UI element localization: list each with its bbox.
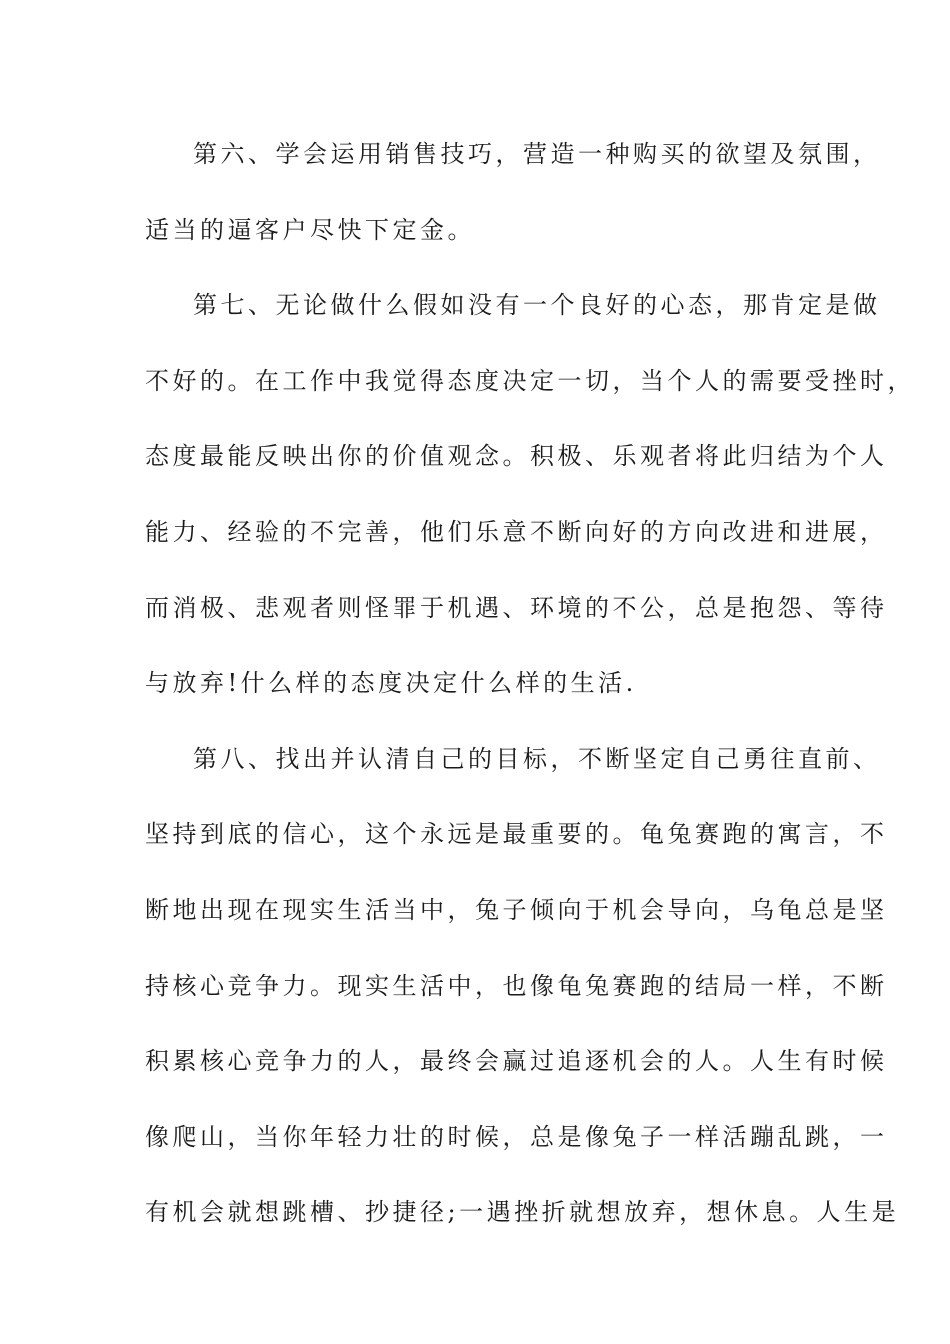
text-line: 持核心竞争力。现实生活中，也像龟兔赛跑的结局一样，不断	[145, 971, 888, 1000]
text-line: 坚持到底的信心，这个永远是最重要的。龟兔赛跑的寓言，不	[145, 820, 888, 849]
text-line: 像爬山，当你年轻力壮的时候，总是像兔子一样活蹦乱跳，一	[145, 1122, 888, 1151]
text-line: 态度最能反映出你的价值观念。积极、乐观者将此归结为个人	[145, 442, 888, 471]
text-line: 与放弃!什么样的态度决定什么样的生活.	[145, 669, 637, 698]
text-line: 能力、经验的不完善，他们乐意不断向好的方向改进和进展，	[145, 517, 888, 546]
document-body	[145, 132, 915, 1266]
text-line: 积累核心竞争力的人，最终会赢过追逐机会的人。人生有时候	[145, 1047, 888, 1076]
text-line: 而消极、悲观者则怪罪于机遇、环境的不公，总是抱怨、等待	[145, 593, 888, 622]
text-line: 第八、找出并认清自己的目标，不断坚定自己勇往直前、	[193, 744, 881, 773]
text-line: 适当的逼客户尽快下定金。	[145, 215, 475, 244]
text-line: 断地出现在现实生活当中，兔子倾向于机会导向，乌龟总是坚	[145, 895, 888, 924]
text-line: 第六、学会运用销售技巧，营造一种购买的欲望及氛围，	[193, 140, 881, 168]
text-line: 不好的。在工作中我觉得态度决定一切，当个人的需要受挫时，	[145, 366, 915, 395]
text-line: 有机会就想跳槽、抄捷径;一遇挫折就想放弃，想休息。人生是	[145, 1198, 900, 1227]
text-line: 第七、无论做什么假如没有一个良好的心态，那肯定是做	[193, 291, 881, 320]
